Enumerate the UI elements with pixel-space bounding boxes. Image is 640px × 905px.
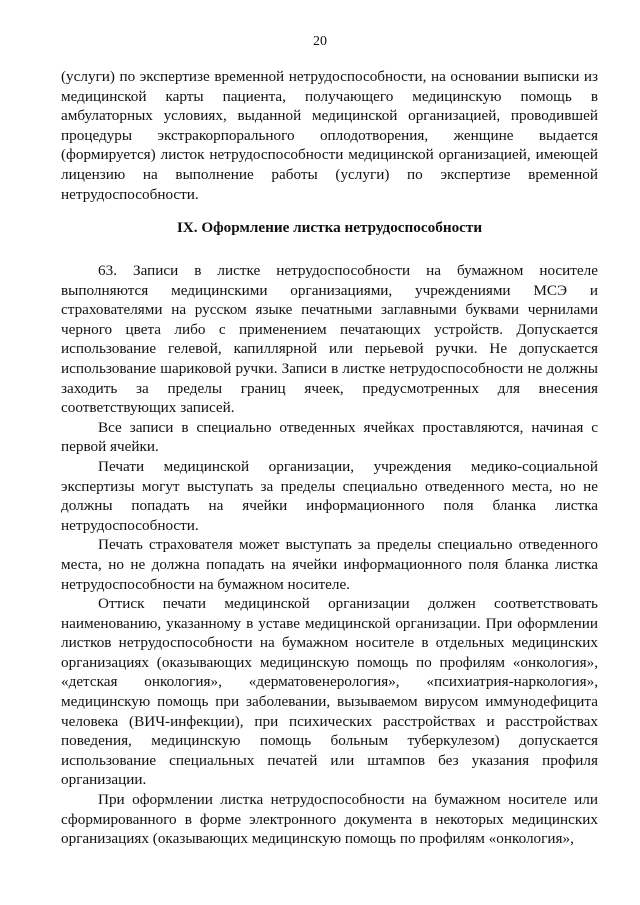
intro-text-block (61, 67, 598, 204)
section-body (61, 261, 598, 849)
paragraph-item-63: 63. Записи в листке нетрудоспособности на бумажном носителе выполняются медицинскими организациями, учреждениями МСЭ и страхователями на русском языке печатными заглавными буквами чернилами черного цвета либо с применением печатающих устройств. Допускается использование гелевой, капиллярной или перьевой ручки. Не допускается использование шариковой ручки. Записи в листке нетрудоспособности не должны заходить за пределы границ ячеек, предусмотренных для внесения соответствующих записей. (61, 262, 598, 417)
paragraph-item-cells: Все записи в специально отведенных ячейках проставляются, начиная с первой ячейки. (61, 418, 598, 456)
paragraph-item-medical-seals: Печати медицинской организации, учреждения медико-социальной экспертизы могут выступать за пределы специально отведенного места, но не должны попадать на ячейки информационного поля бланка листка нетрудоспособности. (61, 457, 598, 534)
intro-paragraph: (услуги) по экспертизе временной нетрудоспособности, на основании выписки из медицинской карты пациента, получающего медицинскую помощь в амбулаторных условиях, выданной медицинской организацией, проводившей процедуры экстракорпорального оплодотворения, женщине выдается (формируется) листок нетрудоспособности медицинской организацией, имеющей лицензию на выполнение работы (услуги) по экспертизе временной нетрудоспособности. (61, 68, 598, 203)
paragraph-item-employer-seal: Печать страхователя может выступать за пределы специально отведенного места, но не должна попадать на ячейки информационного поля бланка листка нетрудоспособности на бумажном носителе. (61, 536, 598, 593)
paragraph-item-electronic-document: При оформлении листка нетрудоспособности на бумажном носителе или сформированного в форме электронного документа в некоторых медицинских организациях (оказывающих медицинскую помощь по профилям «онкология», (61, 791, 598, 848)
paragraph-item-seal-impression: Оттиск печати медицинской организации должен соответствовать наименованию, указанному в уставе медицинской организации. При оформлении листков нетрудоспособности на бумажном носителе в отдельных медицинских организациях (оказывающих медицинскую помощь по профилям «онкология», «детская онкология», «дерматовенерология», «психиатрия-наркология», медицинскую помощь при заболевании, вызываемом вирусом иммунодефицита человека (ВИЧ-инфекции), при психических расстройствах и расстройствах поведения, медицинскую помощь больным туберкулезом) допускается использование специальных печатей или штампов без указания профиля организации. (61, 595, 598, 789)
section-heading: IX. Оформление листка нетрудоспособности (176, 219, 483, 236)
page-number: 20 (313, 34, 327, 49)
